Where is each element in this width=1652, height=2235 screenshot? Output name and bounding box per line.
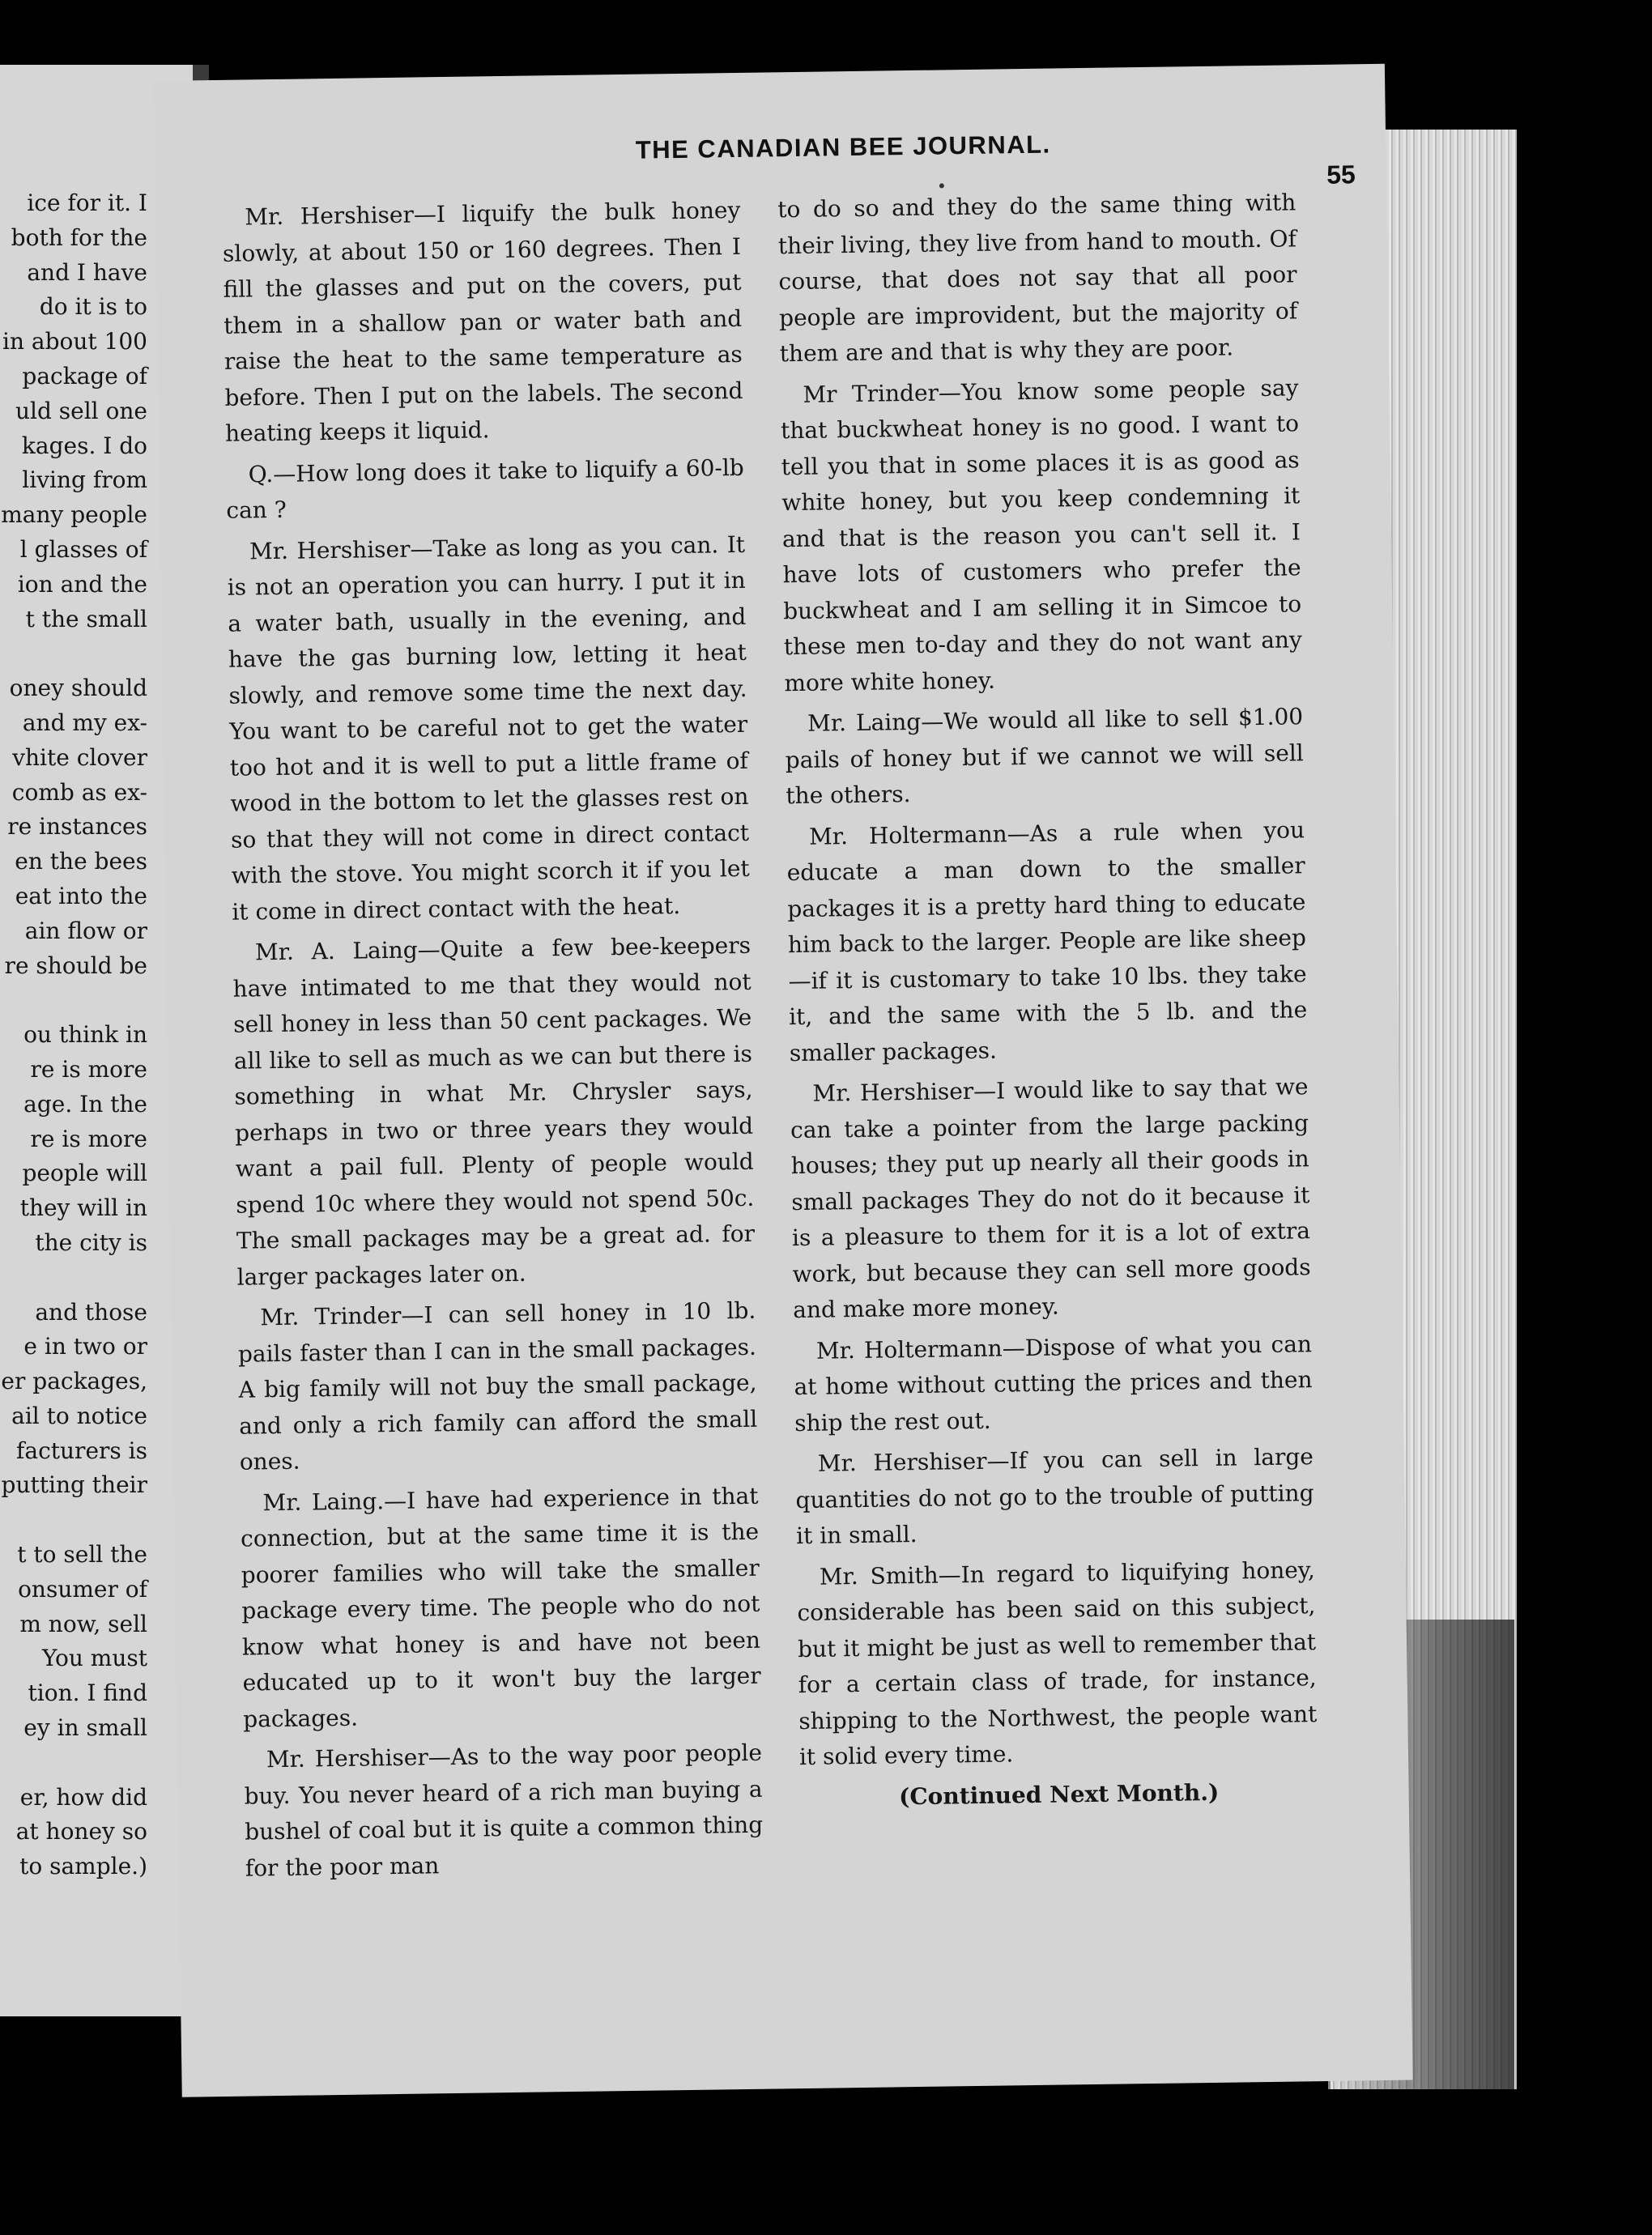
left-page-line: er, how did — [19, 1783, 147, 1811]
paragraph: Mr. Hershiser—As to the way poor people buy. You never heard of a rich man buying a bushel of coal but it is quite a common thing for the poor man — [244, 1739, 764, 1882]
left-page-line: they will in — [19, 1194, 147, 1222]
left-page-line: ain flow or — [24, 917, 147, 944]
left-page-line: facturers is — [16, 1437, 147, 1464]
paragraph: Mr. Laing.—I have had experience in that connection, but at the same time it is the poorer families who will take the smaller package every time. The people who do not know what honey is and have not been educated up to it won't buy the larger packages. — [240, 1482, 761, 1733]
left-page-line: uld sell one — [15, 397, 147, 424]
left-page-line: tion. I find — [28, 1679, 147, 1707]
paragraph: Mr. Hershiser—I liquify the bulk honey slowly, at about 150 or 160 degrees. Then I fill the glasses and put on the covers, put them in a shallow pan or water bath and raise the heat to the same temperature as before. Then I put on the labels. The second heating keeps it liquid. — [222, 196, 743, 447]
left-page-line — [0, 1746, 147, 1781]
left-page-line: eat into the — [15, 882, 147, 909]
left-page-line: You must — [41, 1645, 147, 1672]
left-page-line: re is more — [30, 1125, 147, 1152]
left-page-line: re instances — [7, 813, 147, 841]
left-page-line: and I have — [27, 258, 147, 286]
left-page-line: re is more — [30, 1055, 147, 1083]
left-page-line: to sample.) — [19, 1853, 147, 1880]
left-page-line — [0, 636, 147, 671]
left-page-line: and those — [35, 1298, 147, 1326]
left-page-text-fragments — [0, 186, 147, 1884]
paragraph: Mr. Holtermann—As a rule when you educate a man down to the smaller packages it is a pretty hard thing to educate him back to the larger. People are like sheep—if it is customary to take 10 lbs. they take it, and the same with the 5 lb. and the smaller packages. — [786, 815, 1308, 1066]
continued-notice: (Continued Next Month.) — [898, 1778, 1220, 1810]
left-page-line: t the small — [25, 605, 147, 632]
left-page-line — [0, 1261, 147, 1296]
left-page-line: do it is to — [39, 293, 147, 321]
left-page-line: in about 100 — [2, 328, 147, 355]
left-page-line: ice for it. I — [27, 189, 147, 216]
paragraph: Mr. Smith—In regard to liquifying honey, considerable has been said on this subject, but it might be just as well to remember that for a certain class of trade, for instance, shipping to the Northwest, the people want it solid every time. — [797, 1556, 1318, 1771]
left-page-line: people will — [22, 1160, 147, 1187]
paragraph: Mr Trinder—You know some people say that buckwheat honey is no good. I want to tell you that in some places it is as good as white honey, but you keep condemning it and that is the reason you can't sell it. I have lots of customers who prefer the buckwheat and I am selling it in Simcoe to these men to-day and they do not want any more white honey. — [780, 373, 1302, 696]
left-page-line: living from — [22, 466, 147, 494]
paragraph: Mr. Holtermann—Dispose of what you can at home without cutting the prices and then ship the rest out. — [794, 1330, 1313, 1437]
paragraph: to do so and they do the same thing with their living, they live from hand to mouth. Of course, that does not say that all poor people are improvident, but the majority of them are and that is why they are poor. — [777, 189, 1298, 368]
left-page-line: vhite clover — [12, 743, 147, 771]
paragraph: Mr. Trinder—I can sell honey in 10 lb. pails faster than I can in the small packages. A big family will not buy the small package, and only a rich family can afford the small ones. — [237, 1296, 758, 1475]
left-page-line: er packages, — [1, 1368, 147, 1395]
text-column-left — [222, 193, 764, 1887]
journal-page — [154, 64, 1413, 2097]
page-number: 55 — [1326, 160, 1356, 189]
left-page-line: putting their — [1, 1471, 147, 1499]
paragraph: Mr. Hershiser—If you can sell in large quantities do not go to the trouble of putting it in small. — [795, 1443, 1314, 1550]
left-page-line: and my ex- — [22, 709, 147, 736]
left-page-line: onsumer of — [18, 1575, 147, 1603]
left-page-line: t to sell the — [17, 1541, 147, 1569]
print-speck — [939, 183, 944, 188]
left-page-line: package of — [22, 362, 147, 390]
running-title: THE CANADIAN BEE JOURNAL. — [635, 130, 1051, 164]
left-page-line: age. In the — [23, 1090, 147, 1118]
left-page-line: m now, sell — [19, 1610, 147, 1637]
left-page-line — [0, 983, 147, 1018]
left-page-line: the city is — [35, 1228, 147, 1256]
paragraph: Mr. Hershiser—Take as long as you can. It is not an operation you can hurry. I put it in a water bath, usually in the evening, and have the gas burning low, letting it heat slowly, and remove some time the next day. You want to be careful not to get the water too hot and it is well to put a little frame of wood in the bottom to let the glasses rest on so that they will not come in direct contact with the stove. You might scorch it if you let it come in direct contact with the heat. — [227, 530, 750, 926]
left-page-line: e in two or — [23, 1333, 147, 1360]
left-page-line: ail to notice — [11, 1402, 147, 1429]
page-header — [155, 126, 1386, 172]
left-page-line: kages. I do — [21, 432, 147, 459]
text-column-right — [777, 185, 1318, 1816]
paragraph: Mr. Laing—We would all like to sell $1.00 pails of honey but if we cannot we will sell the others. — [785, 703, 1304, 810]
left-page-line — [0, 1503, 147, 1538]
paragraph: Q.—How long does it take to liquify a 60-lb can ? — [226, 453, 744, 524]
left-page-line: at honey so — [15, 1818, 147, 1845]
left-page-line: ion and the — [17, 570, 147, 598]
left-page-line: en the bees — [15, 848, 147, 875]
left-page-line: both for the — [11, 224, 147, 251]
left-page-line: l glasses of — [19, 535, 147, 563]
left-page-line: re should be — [4, 951, 147, 979]
left-page-line: ey in small — [23, 1714, 147, 1742]
left-page-line: ou think in — [23, 1021, 147, 1049]
paragraph: Mr. Hershiser—I would like to say that we can take a pointer from the large packing houses; they put up nearly all their goods in small packages They do not do it because it is a pleasure to them for it is a lot of extra work, but because they can sell more goods and make more money. — [790, 1073, 1311, 1324]
paragraph: Mr. A. Laing—Quite a few bee-keepers have intimated to me that they would not sell honey in less than 50 cent packages. We all like to sell as much as we can but there is something in what Mr. Chrysler says, perhaps in two or three years they would want a pail full. Plenty of people would spend 10c where they would not spend 50c. The small packages may be a great ad. for larger packages later on. — [232, 931, 756, 1291]
left-page-line: oney should — [9, 675, 147, 702]
left-page-line: many people — [1, 501, 147, 529]
left-page-line: comb as ex- — [11, 778, 147, 806]
